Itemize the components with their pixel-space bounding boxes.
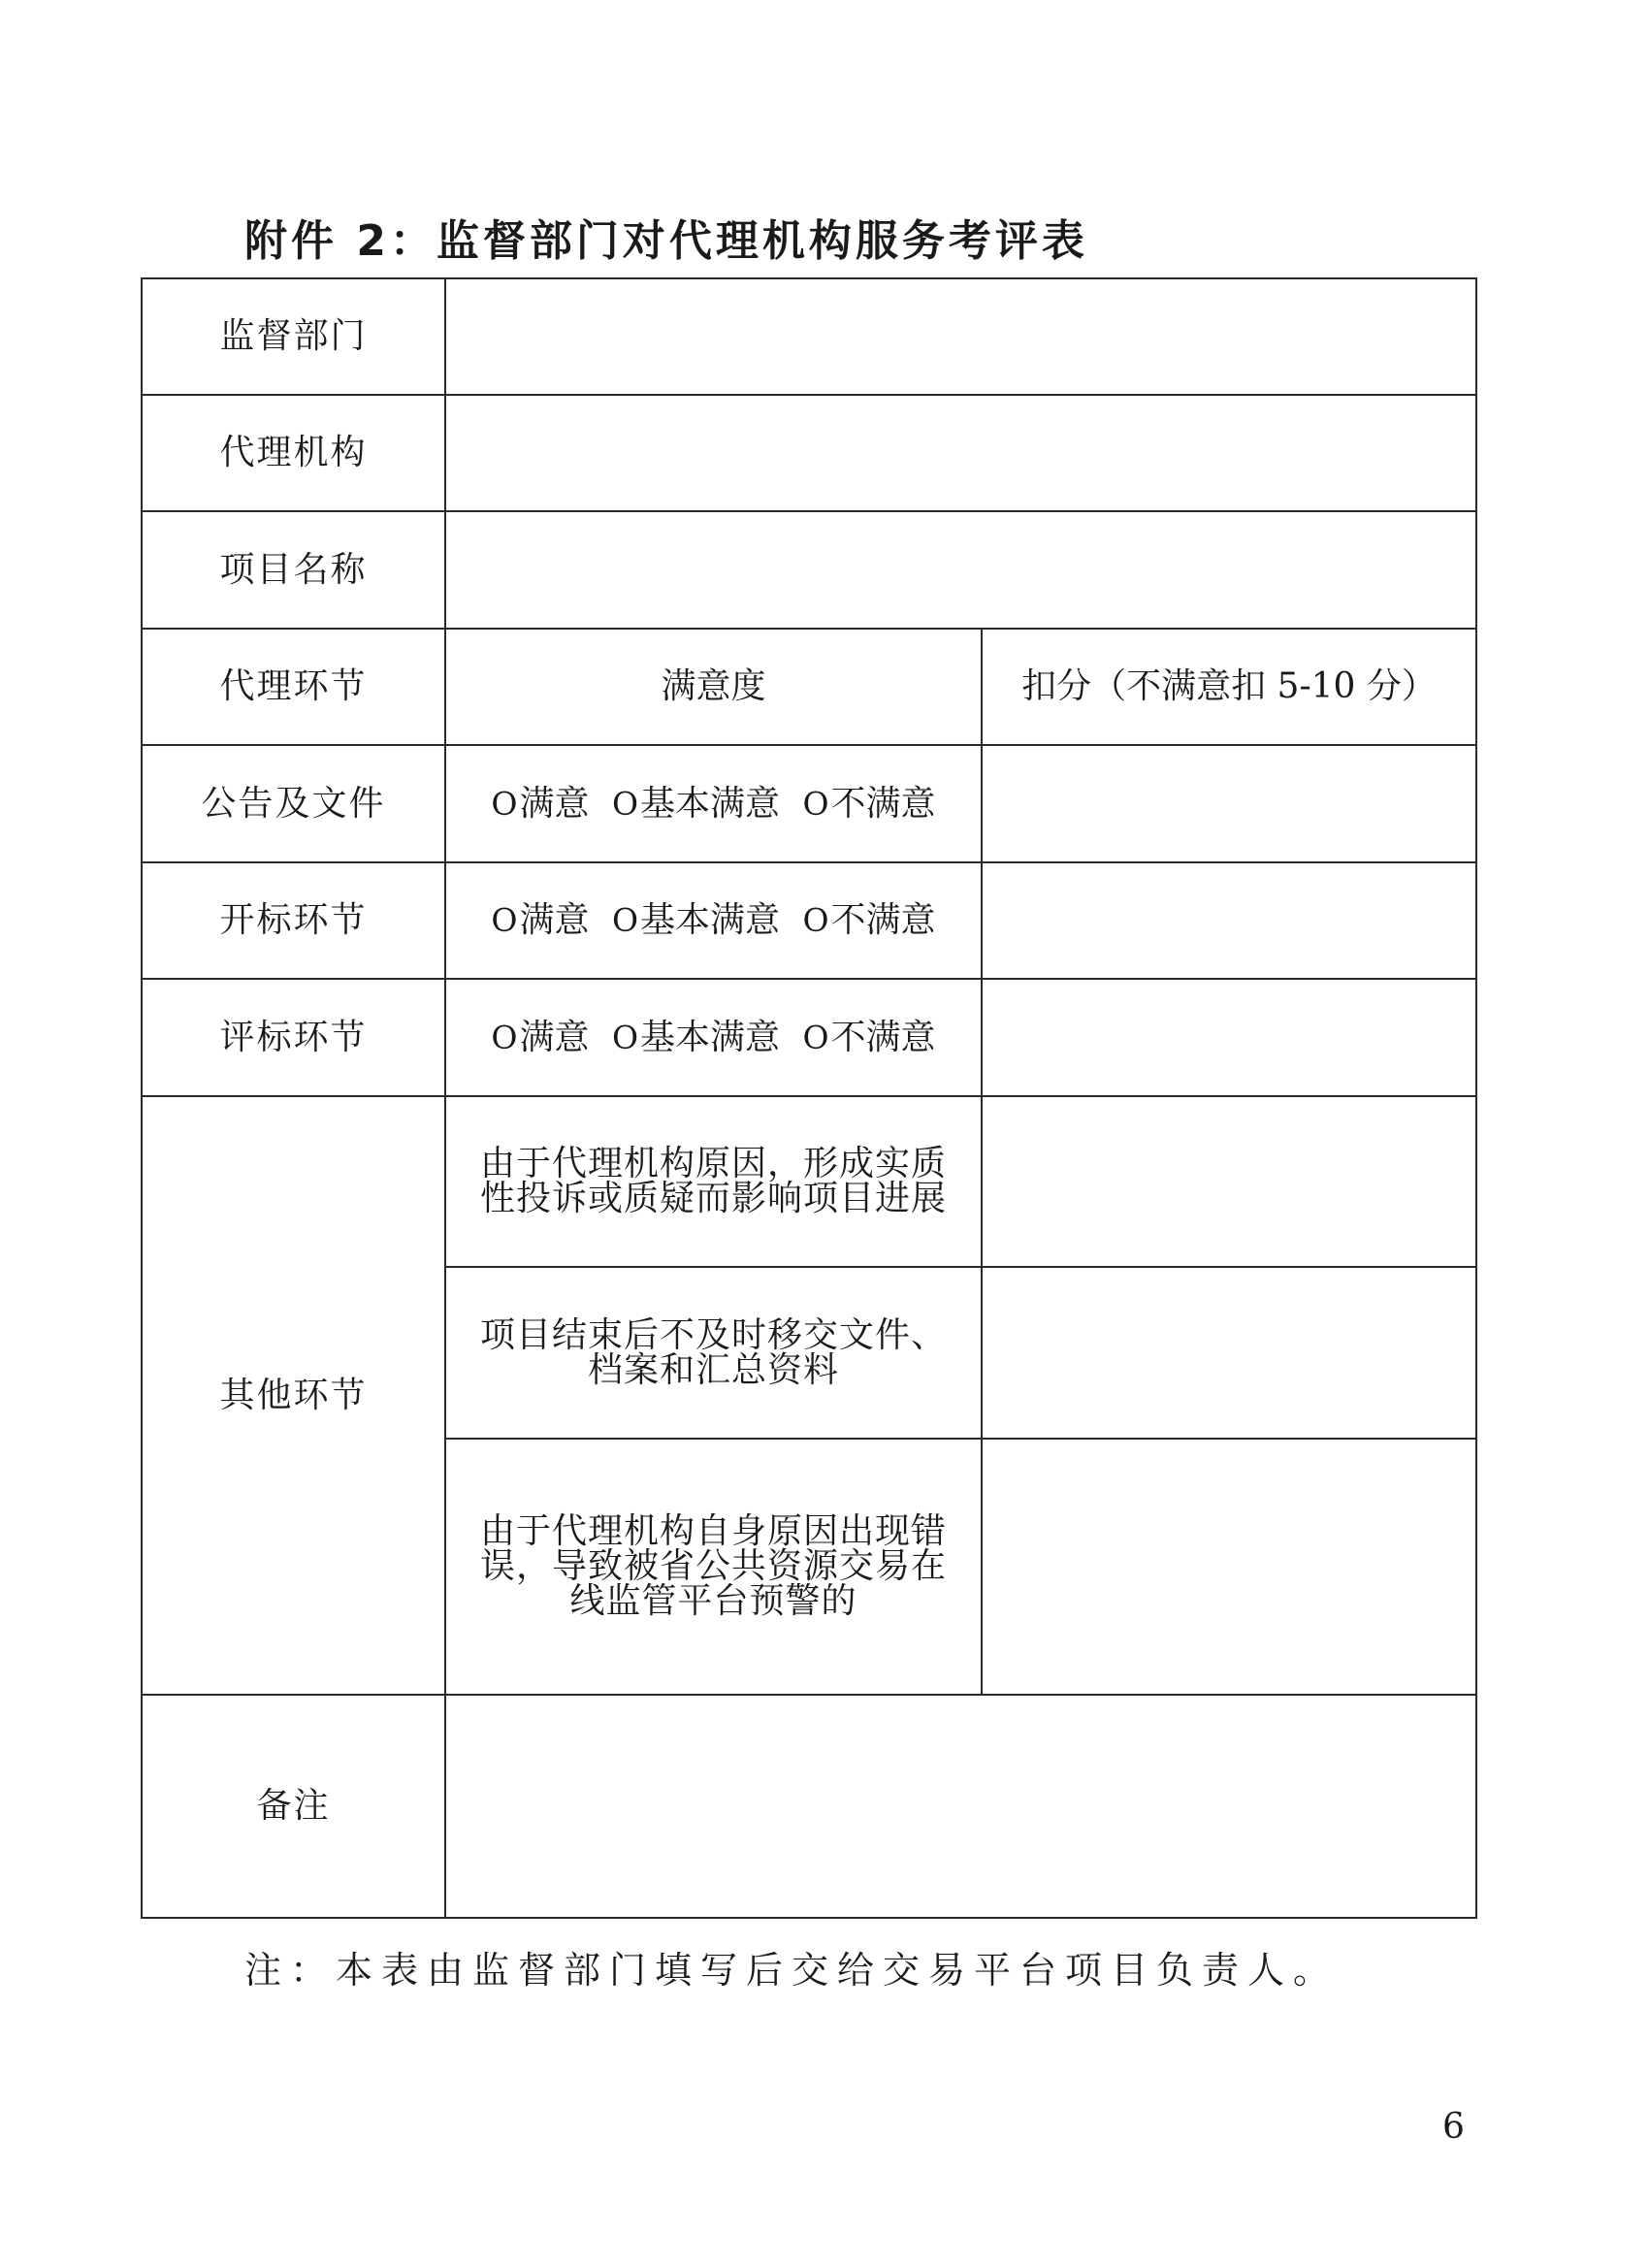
header-stage: 代理环节 [142, 629, 445, 745]
label-supervisor: 监督部门 [142, 278, 445, 395]
radio-circle-icon: O [491, 784, 518, 823]
page-number: 6 [1442, 2107, 1465, 2147]
row-evaluation [142, 979, 1476, 1096]
deduction-field[interactable] [982, 979, 1476, 1096]
option-label: 满意 [519, 900, 590, 940]
label-agency: 代理机构 [142, 395, 445, 511]
row-remarks [142, 1695, 1476, 1918]
evaluation-table [141, 277, 1477, 1919]
option-basically-satisfied[interactable] [612, 900, 780, 940]
option-unsatisfied[interactable] [802, 1018, 935, 1057]
deduction-field[interactable] [982, 745, 1476, 862]
header-deduction: 扣分（不满意扣 5-10 分） [982, 629, 1476, 745]
deduction-field[interactable] [982, 1096, 1476, 1267]
option-label: 基本满意 [640, 783, 781, 824]
supervisor-field[interactable] [445, 278, 1476, 395]
option-satisfied[interactable] [491, 784, 589, 824]
satisfaction-options [445, 745, 982, 862]
header-satisfaction: 满意度 [445, 629, 982, 745]
label-remarks: 备注 [142, 1695, 445, 1918]
stage-other: 其他环节 [142, 1096, 445, 1695]
other-item-3-line: 线监管平台预警的 [569, 1581, 857, 1621]
row-project [142, 511, 1476, 629]
option-label: 满意 [519, 1017, 590, 1057]
radio-circle-icon: O [491, 1018, 518, 1056]
row-announcement [142, 745, 1476, 862]
row-supervisor [142, 278, 1476, 395]
other-item-3-line: 误，导致被省公共资源交易在 [479, 1546, 947, 1586]
other-item-1-line: 由于代理机构原因，形成实质 [479, 1144, 947, 1183]
header-row [142, 629, 1476, 745]
footnote: 注：本表由监督部门填写后交给交易平台项目负责人。 [244, 1949, 1340, 1992]
other-item-2-line: 档案和汇总资料 [587, 1349, 839, 1390]
satisfaction-options [445, 979, 982, 1096]
label-project: 项目名称 [142, 511, 445, 629]
radio-circle-icon: O [491, 901, 518, 939]
other-item-3 [445, 1439, 982, 1695]
option-unsatisfied[interactable] [802, 784, 935, 824]
option-label: 基本满意 [640, 1017, 781, 1057]
radio-circle-icon: O [611, 784, 639, 823]
satisfaction-options [445, 862, 982, 979]
radio-circle-icon: O [802, 901, 829, 939]
stage-opening: 开标环节 [142, 862, 445, 979]
deduction-field[interactable] [982, 862, 1476, 979]
radio-circle-icon: O [611, 1018, 639, 1056]
deduction-field[interactable] [982, 1267, 1476, 1439]
stage-evaluation: 评标环节 [142, 979, 445, 1096]
agency-field[interactable] [445, 395, 1476, 511]
option-satisfied[interactable] [491, 1018, 589, 1057]
option-label: 满意 [519, 783, 590, 824]
option-label: 不满意 [830, 783, 936, 824]
other-item-1-line: 性投诉或质疑而影响项目进展 [479, 1179, 947, 1218]
radio-circle-icon: O [802, 784, 829, 823]
option-basically-satisfied[interactable] [612, 784, 780, 824]
option-basically-satisfied[interactable] [612, 1018, 780, 1057]
other-item-3-line: 由于代理机构自身原因出现错 [479, 1511, 947, 1551]
radio-circle-icon: O [802, 1018, 829, 1056]
option-label: 不满意 [830, 900, 936, 940]
other-item-1 [445, 1096, 982, 1267]
remarks-field[interactable] [445, 1695, 1476, 1918]
option-satisfied[interactable] [491, 900, 589, 940]
row-opening [142, 862, 1476, 979]
option-label: 基本满意 [640, 900, 781, 940]
stage-announcement: 公告及文件 [142, 745, 445, 862]
option-label: 不满意 [830, 1017, 936, 1057]
deduction-field[interactable] [982, 1439, 1476, 1695]
option-unsatisfied[interactable] [802, 900, 935, 940]
other-item-2-line: 项目结束后不及时移交文件、 [479, 1314, 947, 1355]
row-agency [142, 395, 1476, 511]
document-title: 附件 2：监督部门对代理机构服务考评表 [244, 216, 1088, 266]
other-item-2 [445, 1267, 982, 1439]
radio-circle-icon: O [611, 901, 639, 939]
project-name-field[interactable] [445, 511, 1476, 629]
row-other-item-1 [142, 1096, 1476, 1267]
